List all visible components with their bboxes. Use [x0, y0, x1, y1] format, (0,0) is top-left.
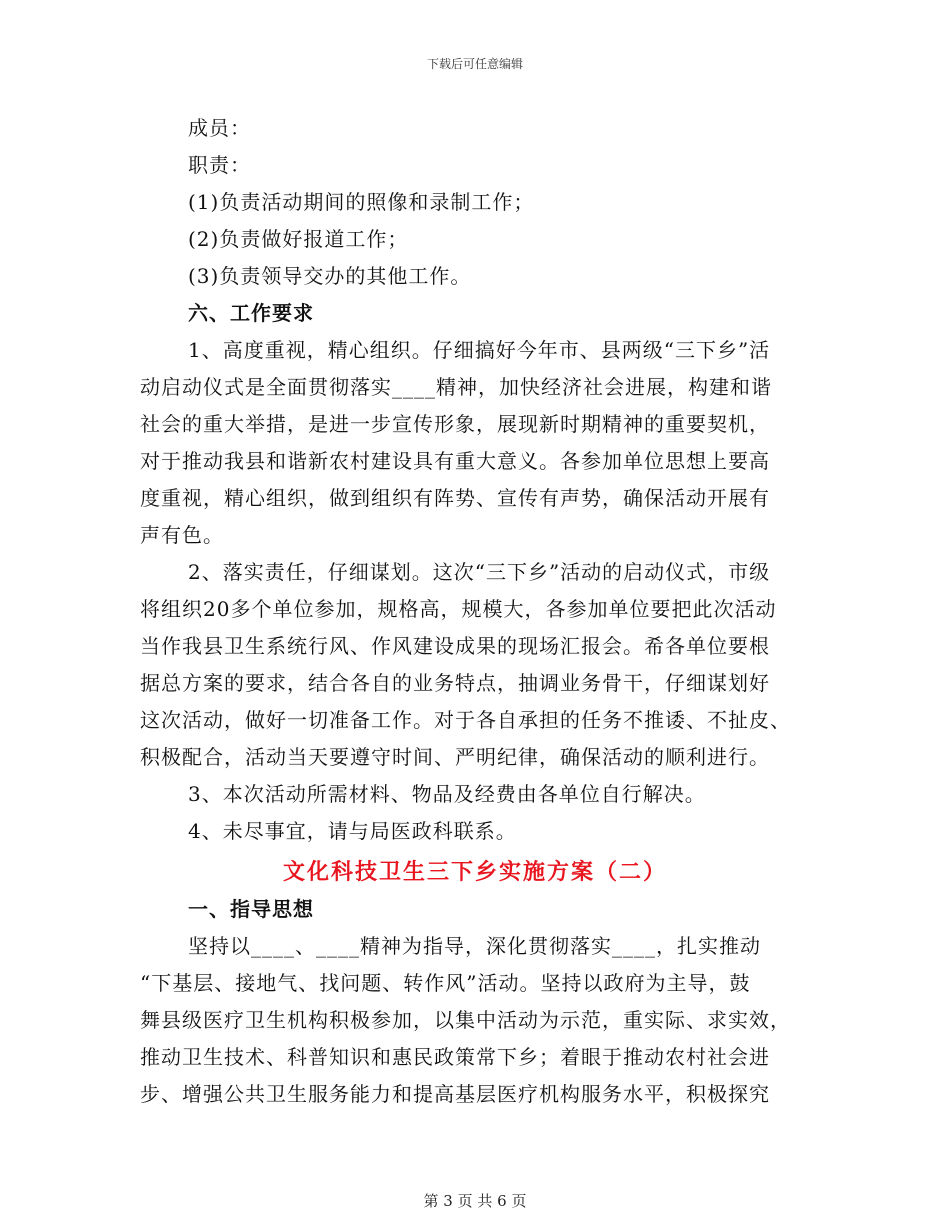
- page-footer: 第 3 页 共 6 页: [423, 1192, 527, 1210]
- paragraph-line: 3、本次活动所需材料、物品及经费由各单位自行解决。: [188, 782, 706, 806]
- paragraph-line: 声有色。: [140, 523, 224, 547]
- paragraph-line: 度重视，精心组织，做到组织有阵势、宣传有声势，确保活动开展有: [140, 486, 770, 510]
- section-heading: 六、工作要求: [188, 301, 314, 325]
- paragraph-line: 动启动仪式是全面贯彻落实____精神，加快经济社会进展，构建和谐: [140, 375, 772, 399]
- paragraph-line: (2)负责做好报道工作；: [188, 227, 409, 251]
- paragraph-line: 对于推动我县和谐新农村建设具有重大意义。各参加单位思想上要高: [140, 449, 770, 473]
- paragraph-line: 舞县级医疗卫生机构积极参加，以集中活动为示范，重实际、求实效，: [140, 1008, 791, 1032]
- paragraph-line: 据总方案的要求，结合各自的业务特点，抽调业务骨干，仔细谋划好: [140, 671, 770, 695]
- paragraph-line: (1)负责活动期间的照像和录制工作；: [188, 190, 535, 214]
- paragraph-line: (3)负责领导交办的其他工作。: [188, 264, 472, 288]
- paragraph-line: 这次活动，做好一切准备工作。对于各自承担的任务不推诿、不扯皮、: [140, 708, 791, 732]
- paragraph-line: 2、落实责任，仔细谋划。这次“三下乡”活动的启动仪式，市级: [188, 560, 771, 584]
- paragraph-line: 坚持以____、____精神为指导，深化贯彻落实____，扎实推动: [188, 934, 761, 958]
- paragraph-line: 社会的重大举措，是进一步宣传形象，展现新时期精神的重要契机，: [140, 412, 770, 436]
- paragraph-line: 积极配合，活动当天要遵守时间、严明纪律，确保活动的顺利进行。: [140, 745, 770, 769]
- paragraph-line: 1、高度重视，精心组织。仔细搞好今年市、县两级“三下乡”活: [188, 338, 771, 362]
- paragraph-line: 当作我县卫生系统行风、作风建设成果的现场汇报会。希各单位要根: [140, 634, 770, 658]
- section-title: 文化科技卫生三下乡实施方案（二）: [282, 859, 667, 885]
- paragraph-line: 将组织20多个单位参加，规格高，规模大，各参加单位要把此次活动: [140, 597, 777, 621]
- paragraph-line: 步、增强公共卫生服务能力和提高基层医疗机构服务水平，积极探究: [140, 1082, 770, 1106]
- section-heading: 一、指导思想: [188, 897, 314, 921]
- paragraph-line: 成员：: [188, 116, 251, 140]
- page-header: 下载后可任意编辑: [426, 57, 523, 71]
- paragraph-line: 职责：: [188, 153, 251, 177]
- paragraph-line: 推动卫生技术、科普知识和惠民政策常下乡；着眼于推动农村社会进: [140, 1045, 770, 1069]
- paragraph-line: “下基层、接地气、找问题、转作风”活动。坚持以政府为主导，鼓: [140, 971, 751, 995]
- paragraph-line: 4、未尽事宜，请与局医政科联系。: [188, 819, 517, 843]
